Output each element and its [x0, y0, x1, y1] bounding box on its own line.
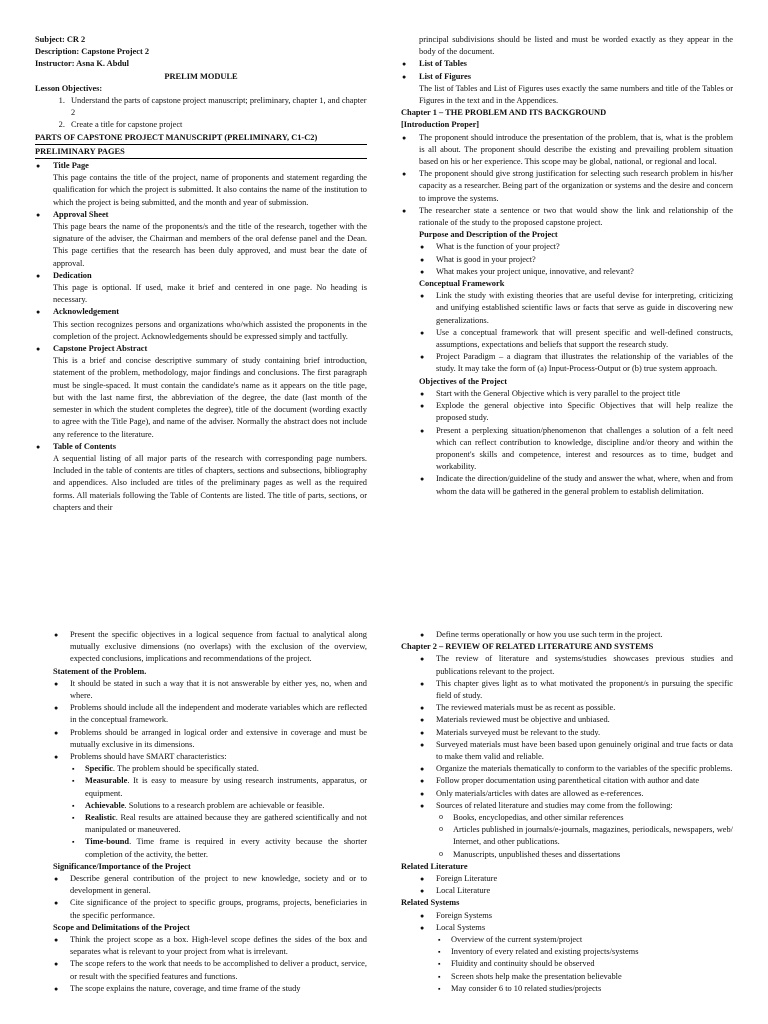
list-item: ● Organize the materials thematically to conform to the variables of the specific problems. — [419, 763, 733, 775]
chapter2-heading: Chapter 2 – REVIEW OF RELATED LITERATURE AND SYSTEMS — [401, 642, 654, 652]
related-literature-list — [419, 873, 733, 897]
section-body: A sequential listing of all major parts of the research with corresponding page numbers. Included in the table of contents are titles of chapters, sections and subsections, bibliography and appendices. Also included are titles of the preliminary pages as well as the required forms. All materials following the Table of Contents are listed. The title of parts, sections, or chapters and their — [53, 453, 367, 512]
list-item: ● Project Paradigm – a diagram that illustrates the relationship of the variables of the study. It may take the form of (a) Input-Process-Output or (b) true system approach. — [419, 351, 733, 375]
page1-right-column — [401, 34, 733, 498]
section-body: This page contains the title of the project, name of proponents and statement regarding the qualification for which the project is submitted. It also contains the name of the institution to which the project is being submitted, and the month and year of submission. — [53, 173, 367, 207]
list-item: ▪ Screen shots help make the presentation believable — [436, 971, 733, 983]
list-item: ● Define terms operationally or how you use such term in the project. — [419, 629, 733, 641]
significance-bullets — [53, 873, 367, 922]
list-item: ● Problems should include all the independent and moderate variables which are reflected in the conceptual framework. — [53, 702, 367, 726]
instructor-line: Instructor: Asna K. Abdul — [35, 59, 130, 69]
purpose-bullets — [419, 241, 733, 278]
list-item: ● Local Systems — [419, 922, 733, 934]
smart-term: Time-bound — [85, 837, 130, 847]
smart-term: Measurable — [85, 776, 128, 786]
smart-term: Realistic — [85, 813, 116, 823]
list-item: ● The reviewed materials must be as recent as possible. — [419, 702, 733, 714]
list-item: ● Foreign Systems — [419, 910, 733, 922]
section-item — [35, 209, 367, 270]
list-item: ● The scope explains the nature, coverage, and time frame of the study — [53, 983, 367, 995]
smart-item — [70, 812, 367, 836]
list-item: ● Indicate the direction/guideline of the study and answer the what, where, when and from whom the data will be gathered in the general problem to establish delimitation. — [419, 473, 733, 497]
list-item: ● This chapter gives light as to what motivated the proponent/s in pursuing the specific field of study. — [419, 678, 733, 702]
list-item: ● Present a perplexing situation/phenomenon that challenges a solution of a felt need which can reflect contribution to knowledge, discipline and/or theory and within the proponent's skills and competence, interest and resources as to time, budget and workability. — [419, 425, 733, 474]
section-title: Table of Contents — [53, 441, 116, 451]
source-item: o Books, encyclopedias, and other similar references — [437, 812, 733, 824]
section-title: Acknowledgement — [53, 307, 120, 317]
section-item — [35, 270, 367, 307]
smart-text: . Time frame is required in every activity because the shorter completion of the activity, the better. — [85, 837, 367, 859]
conceptual-heading: Conceptual Framework — [419, 279, 505, 289]
list-item: ● Sources of related literature and studies may come from the following: — [419, 800, 733, 812]
list-item: ● The researcher state a sentence or two that would show the link and relationship of the rationale of the study to the proposed capstone project. — [401, 205, 733, 229]
smart-item — [70, 775, 367, 799]
module-title: PRELIM MODULE — [164, 71, 238, 81]
description-line: Description: Capstone Project 2 — [35, 47, 150, 57]
preliminary-heading: PRELIMINARY PAGES — [35, 146, 367, 159]
list-item: ● Follow proper documentation using parenthetical citation with author and date — [419, 775, 733, 787]
list-item: ▪ May consider 6 to 10 related studies/projects — [436, 983, 733, 995]
list-item: ● It should be stated in such a way that it is not answerable by either yes, no, when and where. — [53, 678, 367, 702]
section-item — [35, 306, 367, 343]
related-systems-heading: Related Systems — [401, 898, 460, 908]
purpose-heading: Purpose and Description of the Project — [419, 230, 558, 240]
list-item: ● Only materials/articles with dates are allowed as e-references. — [419, 788, 733, 800]
section-body: This section recognizes persons and organizations who/which assisted the proponents in the completion of the project. Acknowledgements should be expressed simply and tactfully. — [53, 319, 367, 341]
list-item: ● Present the specific objectives in a logical sequence from factual to analytical along mutually exclusive dimensions (no overlaps) with the exclusion of the overview, expected conclusions, implications and recommendations of the project. — [53, 629, 367, 666]
smart-text: . Solutions to a research problem are achievable or feasible. — [124, 800, 325, 810]
list-item: ● Link the study with existing theories that are useful devise for interpreting, criticizing and unifying established scientific laws or facts that serve as guide in discovering new generalizations. — [419, 290, 733, 327]
lesson-objectives-label: Lesson Objectives: — [35, 83, 103, 93]
list-item: ● Think the project scope as a box. High-level scope defines the sides of the box and separates what is relevant to your project from what is irrelevant. — [53, 934, 367, 958]
list-item: ● Materials surveyed must be relevant to the study. — [419, 727, 733, 739]
list-item: ● Foreign Literature — [419, 873, 733, 885]
list-item: ● What is the function of your project? — [419, 241, 733, 253]
list-item: ● Problems should have SMART characteristics: — [53, 751, 367, 763]
list-item: ● What is good in your project? — [419, 254, 733, 266]
section-item — [35, 343, 367, 441]
list-item: ● Start with the General Objective which is very parallel to the project title — [419, 388, 733, 400]
local-systems-list — [436, 934, 733, 995]
related-systems-list — [419, 910, 733, 934]
list-of-figures-item — [401, 71, 733, 108]
smart-list — [70, 763, 367, 861]
list-item: ● What makes your project unique, innovative, and relevant? — [419, 266, 733, 278]
objective-item: 1. Understand the parts of capstone project manuscript; preliminary, chapter 1, and chapter 2 — [67, 95, 367, 119]
toc-continuation: principal subdivisions should be listed and must be worded exactly as they appear in the body of the document. — [419, 35, 733, 57]
list-item: ● Problems should be arranged in logical order and extensive in coverage and must be mutually exclusive in its dimensions. — [53, 727, 367, 751]
smart-item — [70, 800, 367, 812]
scope-heading: Scope and Delimitations of the Project — [53, 922, 190, 932]
scope-bullets — [53, 934, 367, 995]
smart-item — [70, 836, 367, 860]
section-title: Title Page — [53, 161, 89, 171]
section-item — [35, 441, 367, 514]
list-item: ● The review of literature and systems/studies showcases previous studies and publications relevant to the project. — [419, 653, 733, 677]
parts-heading: PARTS OF CAPSTONE PROJECT MANUSCRIPT (PRELIMINARY, C1-C2) — [35, 132, 367, 145]
smart-text: . Real results are attained because they are gathered scientifically and not manipulated or maneuvered. — [85, 813, 367, 835]
smart-term: Specific — [85, 764, 113, 774]
related-literature-heading: Related Literature — [401, 861, 468, 871]
list-item: ▪ Inventory of every related and existing projects/systems — [436, 946, 733, 958]
page1-left-column — [35, 34, 367, 514]
list-of-tables: ● List of Tables — [401, 58, 733, 70]
objectives-bullets — [419, 388, 733, 498]
figures-body: The list of Tables and List of Figures uses exactly the same numbers and title of the Tables or Figures in the text and in the Appendices. — [419, 83, 733, 106]
list-item: ● Use a conceptual framework that will present specific and well-defined constructs, assumptions, expectations and beliefs that support the research study. — [419, 327, 733, 351]
objectives-heading: Objectives of the Project — [419, 376, 507, 386]
definition-bullets — [419, 629, 733, 641]
lists-section — [401, 58, 733, 107]
section-title: Capstone Project Abstract — [53, 344, 148, 354]
list-item: ▪ Overview of the current system/project — [436, 934, 733, 946]
list-item: ▪ Fluidity and continuity should be observed — [436, 958, 733, 970]
objective-item: 2. Create a title for capstone project — [67, 119, 367, 131]
page2-left-column — [35, 629, 367, 995]
subject-line: Subject: CR 2 — [35, 35, 86, 44]
preliminary-sections — [35, 160, 367, 514]
list-of-figures: List of Figures — [419, 71, 471, 81]
section-body: This is a brief and concise descriptive summary of study containing brief introduction, statement of the problem, methodology, major findings and conclusions. The first paragraph must be single-spaced. It must contain the candidate's name as it appears on the title page, but with the last name first, the abbreviation of the degree, the date (last month of the semester in which the student completes the degree), title of the document (wording exactly to agree with the Title Page), and name of the adviser. Normally the abstract does not include any reference to the literature. — [53, 356, 367, 439]
sources-list — [437, 812, 733, 861]
list-item: ● Local Literature — [419, 885, 733, 897]
smart-text: . It is easy to measure by using research instruments, apparatus, or equipment. — [85, 776, 367, 798]
statement-bullets — [53, 678, 367, 763]
list-item: ● Surveyed materials must have been based upon genuinely original and true facts or data to make them valid and reliable. — [419, 739, 733, 763]
list-item: ● Materials reviewed must be objective and unbiased. — [419, 714, 733, 726]
statement-heading: Statement of the Problem. — [53, 666, 147, 676]
list-item: ● Cite significance of the project to specific groups, programs, projects, beneficiaries in the specific performance. — [53, 897, 367, 921]
section-body: This page is optional. If used, make it brief and centered in one page. No heading is necessary. — [53, 283, 367, 305]
smart-term: Achievable — [85, 800, 125, 810]
source-item: o Articles published in journals/e-journals, magazines, periodicals, newspapers, web/ Internet, and other publications. — [437, 824, 733, 848]
section-item — [35, 160, 367, 209]
section-body: This page bears the name of the proponents/s and the title of the research, together with the signature of the adviser, the Chairman and members of the oral defense panel and the Dean. This page certifies that the research has been duly approved, and must bear the date of approval. — [53, 222, 367, 268]
list-item: ● The proponent should introduce the presentation of the problem, that is, what is the problem is all about. The proponent should describe the existing and prevailing problem situation based on his or her experience. This scope may be global, national, or regional and local. — [401, 132, 733, 169]
list-item: ● Describe general contribution of the project to new knowledge, society and or to development in general. — [53, 873, 367, 897]
smart-text: . The problem should be specifically stated. — [112, 764, 259, 774]
objectives-continued — [53, 629, 367, 666]
source-item: o Manuscripts, unpublished theses and dissertations — [437, 849, 733, 861]
document-page-2 — [0, 625, 768, 1024]
page2-right-column — [401, 629, 733, 995]
list-item: ● The proponent should give strong justification for selecting such research problem in his/her capacity as a researcher. Being part of the organization or systems and the desire and concern to improve the systems. — [401, 168, 733, 205]
chapter1-heading: Chapter 1 – THE PROBLEM AND ITS BACKGROUND — [401, 108, 607, 118]
smart-item — [70, 763, 367, 775]
intro-proper-label: [Introduction Proper] — [401, 120, 480, 130]
chapter2-bullets — [419, 653, 733, 812]
significance-heading: Significance/Importance of the Project — [53, 861, 191, 871]
section-title: Approval Sheet — [53, 209, 109, 219]
list-item: ● Explode the general objective into Specific Objectives that will help realize the proposed study. — [419, 400, 733, 424]
conceptual-bullets — [419, 290, 733, 375]
objectives-list — [35, 95, 367, 132]
list-item: ● The scope refers to the work that needs to be accomplished to deliver a product, service, or result with the specified features and functions. — [53, 958, 367, 982]
section-title: Dedication — [53, 270, 92, 280]
intro-bullets — [401, 132, 733, 230]
